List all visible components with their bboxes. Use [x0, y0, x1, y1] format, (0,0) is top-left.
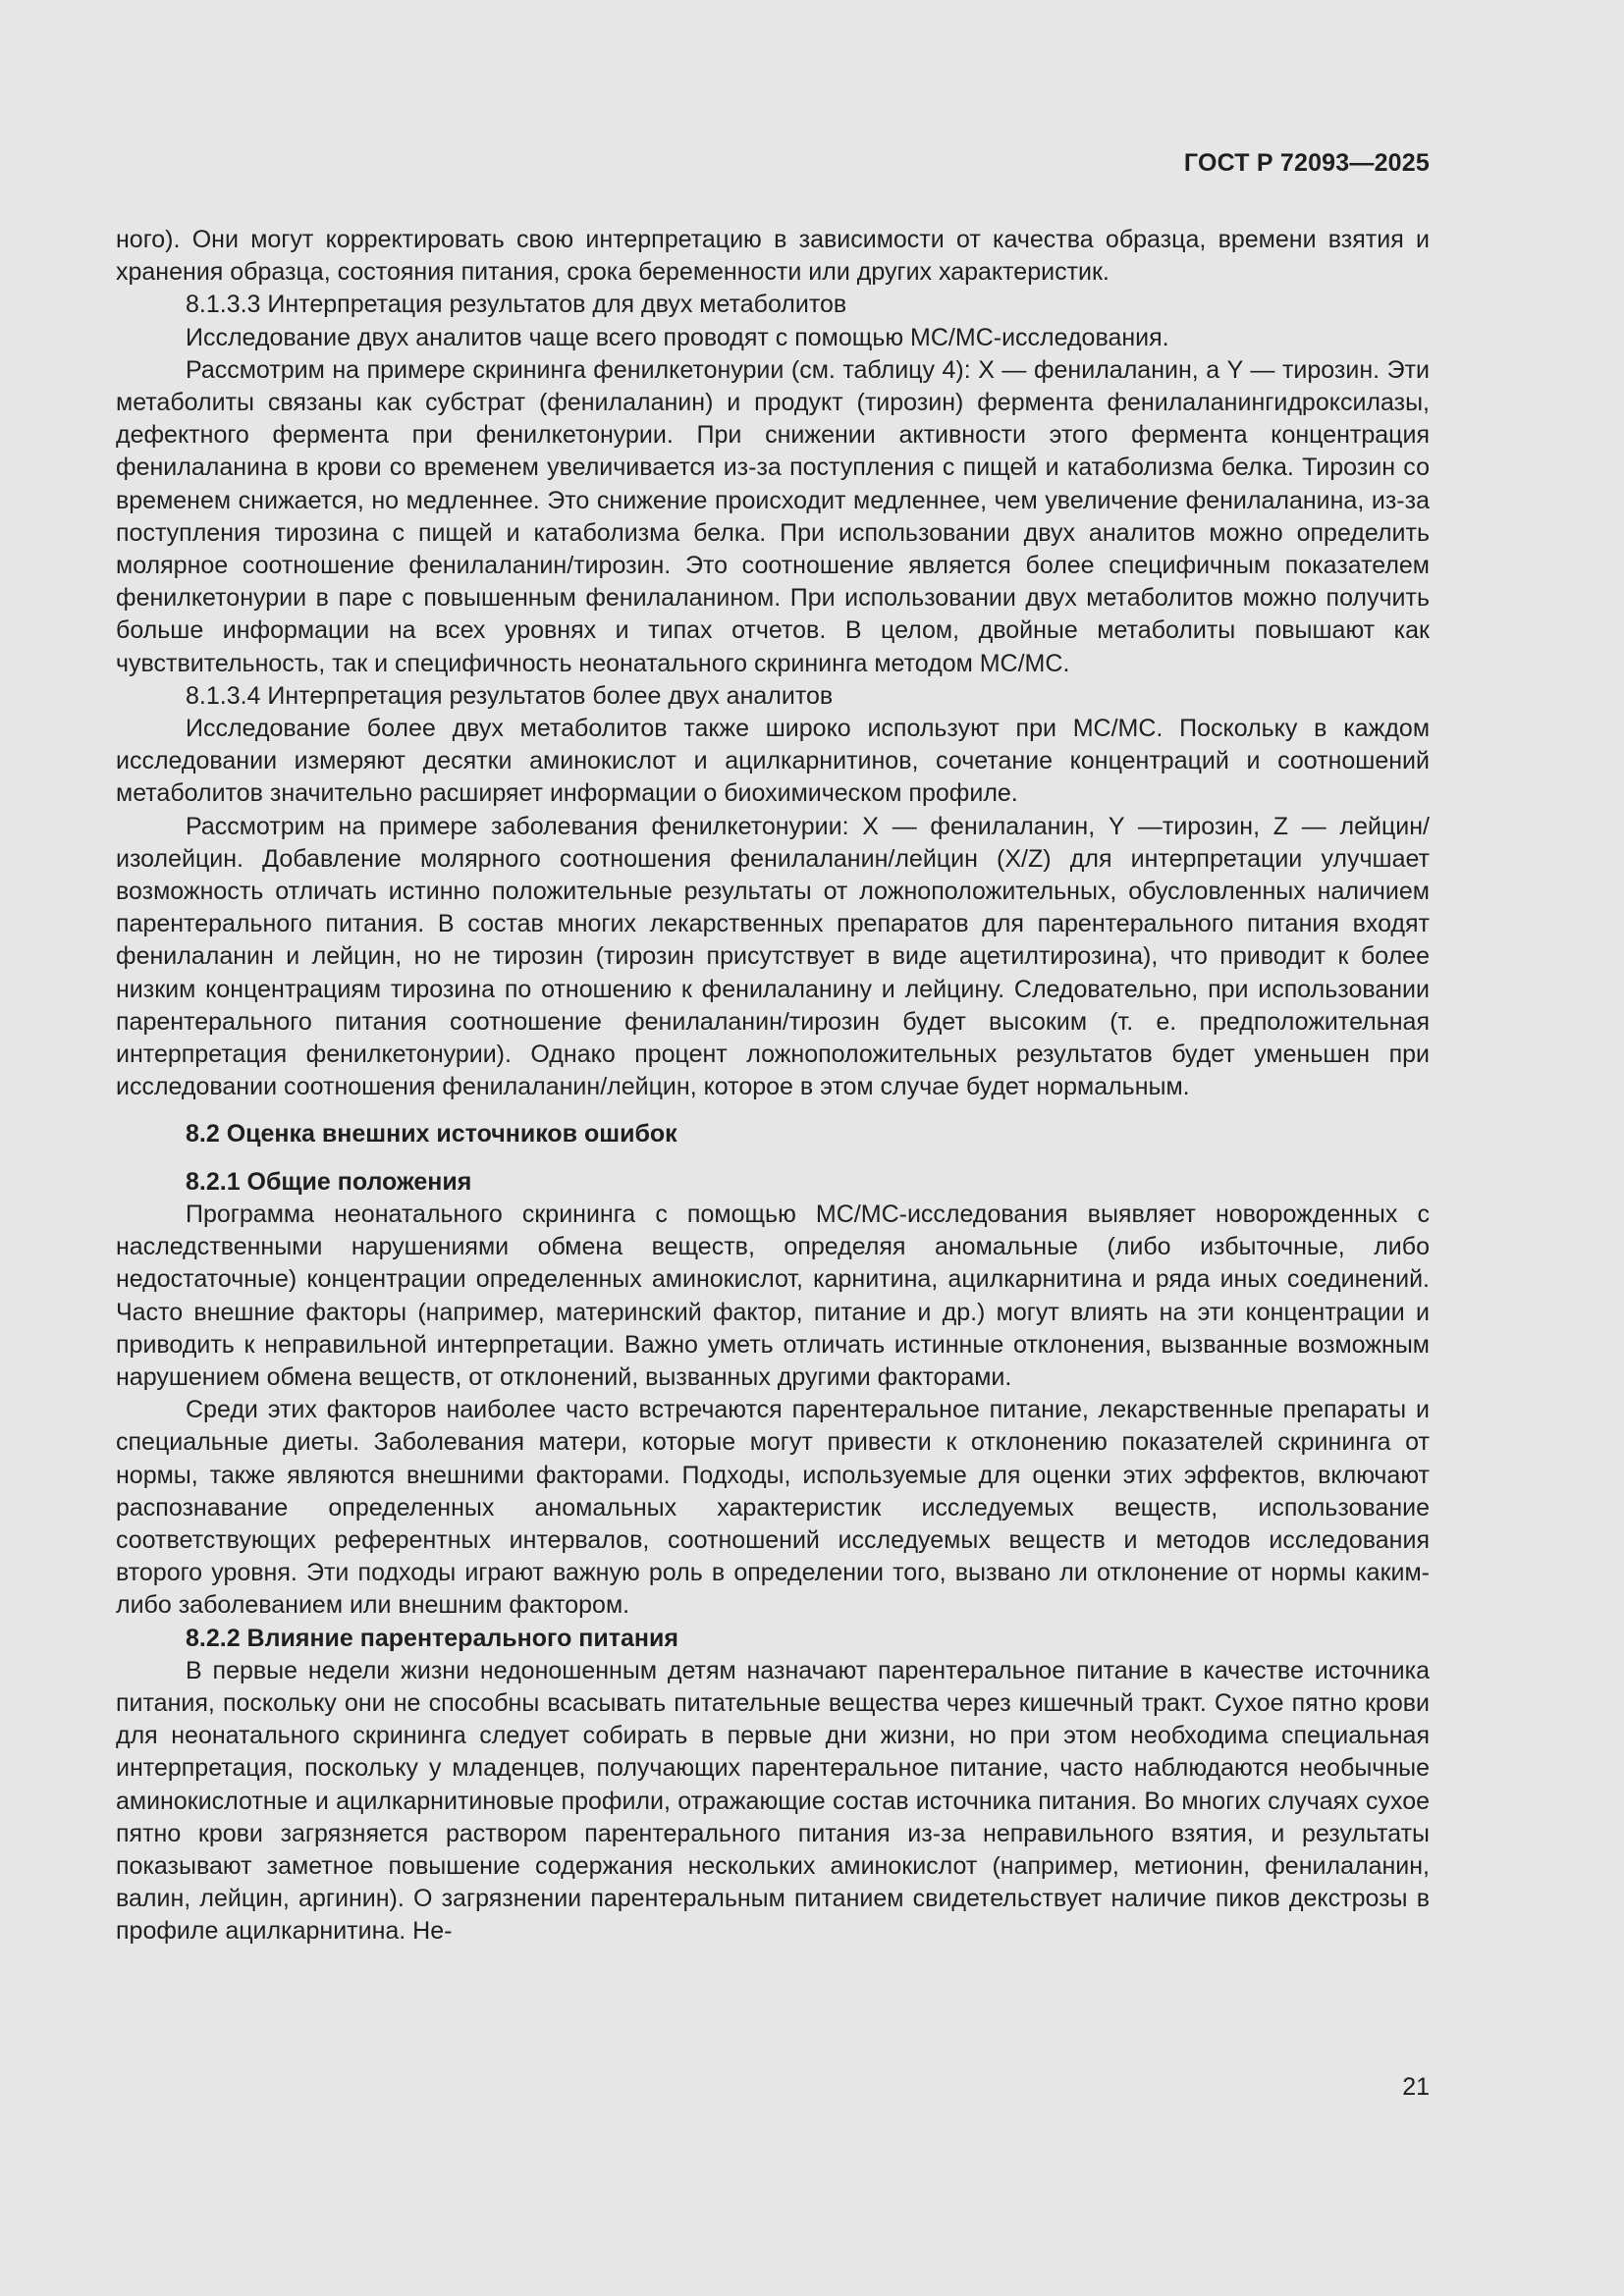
paragraph: В первые недели жизни недоношенным детям назначают парентеральное питание в качестве источника питания, поскольку они не способны всасывать питательные вещества через кишечный тракт. Сухое пятно крови для неонатального скрининга следует собирать в первые дни жизни, но при этом необходима специальная интерпретация, поскольку у младенцев, получающих парентеральное питание, часто наблюдаются необычные аминокислотные и ацилкарнитиновые профили, отражающие состав источника питания. Во многих случаях сухое пятно крови загрязняется раствором парентерального питания из-за неправильного взятия, и результаты показывают заметное повышение содержания нескольких аминокислот (например, метионин, фенилаланин, валин, лейцин, аргинин). О загрязнении парентеральным питанием свидетельствует наличие пиков декстрозы в профиле ацилкарнитина. Не-: [116, 1656, 1430, 1946]
document-code: ГОСТ Р 72093—2025: [1183, 149, 1430, 177]
paragraph: Исследование двух аналитов чаще всего проводят с помощью МС/МС-исследования.: [186, 323, 1169, 351]
subsection-8-1-3-4-title: 8.1.3.4 Интерпретация результатов более двух аналитов: [186, 681, 834, 710]
subsection-8-2-1-heading: 8.2.1 Общие положения: [186, 1167, 472, 1196]
paragraph: Рассмотрим на примере заболевания фенилкетонурии: X — фенилаланин, Y —тирозин, Z — лейцин/изолейцин. Добавление молярного соотношения фенилаланин/лейцин (X/Z) для интерпретации улучшает возможность отличать истинно положительные результаты от ложноположительных, обусловленных наличием парентерального питания. В состав многих лекарственных препаратов для парентерального питания входят фенилаланин и лейцин, но не тирозин (тирозин присутствует в виде ацетилтирозина), что приводит к более низким концентрациям тирозина по отношению к фенилаланину и лейцину. Следовательно, при использовании парентерального питания соотношение фенилаланин/тирозин будет высоким (т. е. предположительная интерпретация фенилкетонурии). Однако процент ложноположительных результатов будет уменьшен при исследовании соотношения фенилаланин/лейцин, которое в этом случае будет нормальным.: [116, 812, 1430, 1101]
paragraph: Рассмотрим на примере скрининга фенилкетонурии (см. таблицу 4): X — фенилаланин, а Y — тирозин. Эти метаболиты связаны как субстрат (фенилаланин) и продукт (тирозин) фермента фенилаланингидроксилазы, дефектного фермента при фенилкетонурии. При снижении активности этого фермента концентрация фенилаланина в крови со временем увеличивается из-за поступления с пищей и катаболизма белка. Тирозин со временем снижается, но медленнее. Это снижение происходит медленнее, чем увеличение фенилаланина, из-за поступления тирозина с пищей и катаболизма белка. При использовании двух аналитов можно определить молярное соотношение фенилаланин/тирозин. Это соотношение является более специфичным показателем фенилкетонурии в паре с повышенным фенилаланином. При использовании двух метаболитов можно получить больше информации на всех уровнях и типах отчетов. В целом, двойные метаболиты повышают как чувствительность, так и специфичность неонатального скрининга методом МС/МС.: [116, 355, 1430, 677]
paragraph-continuation: ного). Они могут корректировать свою интерпретацию в зависимости от качества образца, времени взятия и хранения образца, состояния питания, срока беременности или других характеристик.: [116, 226, 1430, 287]
paragraph: Среди этих факторов наиболее часто встречаются парентеральное питание, лекарственные препараты и специальные диеты. Заболевания матери, которые могут привести к отклонению показателей скрининга от нормы, также являются внешними факторами. Подходы, используемые для оценки этих эффектов, включают распознавание определенных аномальных характеристик исследуемых веществ, использование соответствующих референтных интервалов, соотношений исследуемых веществ и методов исследования второго уровня. Эти подходы играют важную роль в определении того, вызвано ли отклонение от нормы каким-либо заболеванием или внешним фактором.: [116, 1396, 1430, 1620]
subsection-8-1-3-3-title: 8.1.3.3 Интерпретация результатов для двух метаболитов: [186, 291, 847, 319]
page-number: 21: [1402, 2073, 1430, 2101]
section-8-2-heading: 8.2 Оценка внешних источников ошибок: [186, 1120, 677, 1148]
paragraph: Исследование более двух метаболитов также широко используют при МС/МС. Поскольку в каждом исследовании измеряют десятки аминокислот и ацилкарнитинов, сочетание концентраций и соотношений метаболитов значительно расширяет информации о биохимическом профиле.: [116, 715, 1430, 808]
subsection-8-2-2-heading: 8.2.2 Влияние парентерального питания: [186, 1624, 678, 1652]
paragraph: Программа неонатального скрининга с помощью МС/МС-исследования выявляет новорожденных с наследственными нарушениями обмена веществ, определяя аномальные (либо избыточные, либо недостаточные) концентрации определенных аминокислот, карнитина, ацилкарнитина и ряда иных соединений. Часто внешние факторы (например, материнский фактор, питание и др.) могут влиять на эти концентрации и приводить к неправильной интерпретации. Важно уметь отличать истинные отклонения, вызванные возможным нарушением обмена веществ, от отклонений, вызванных другими факторами.: [116, 1200, 1430, 1391]
page-body: [116, 224, 1430, 1949]
